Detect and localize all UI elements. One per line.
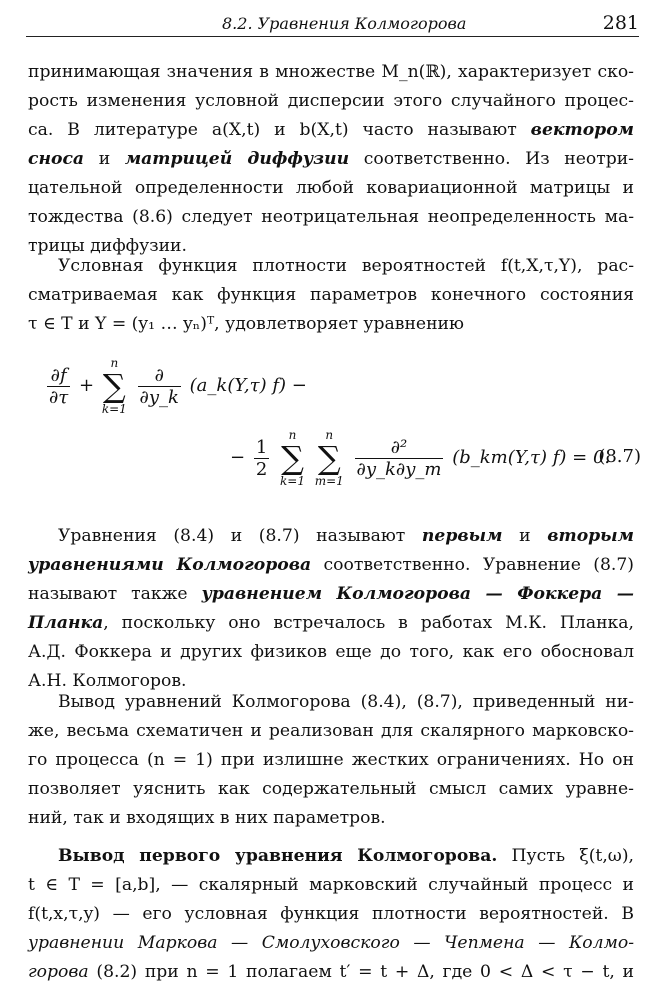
term-drift: сноса [28, 149, 85, 169]
fraction-d-dyk: $\frac{\partial}{\partial y\_k}$ [139, 364, 179, 408]
text-line: Вывод уравнений Колмогорова (8.4), (8.7), приведенный ни- [58, 692, 634, 712]
term-second: вторым [547, 526, 635, 546]
term-first: первым [421, 526, 503, 546]
text-line: f(t,x,τ,y) — его условная функция плотности вероятностей. В [28, 904, 634, 924]
fraction-df-dtau: $\frac{\partial f}{\partial\tau}$ [49, 364, 69, 408]
text-line: позволяет уяснить как содержательный смысл самих уравне- [28, 779, 634, 799]
paragraph-4 [28, 688, 634, 833]
text-line: Вывод первого уравнения Колмогорова. Пусть ξ(t,ω), [58, 846, 634, 866]
paragraph-1 [28, 58, 634, 261]
fraction-d2-dykdym: $\frac{\text{∂²}}{\partial y\_k\partial y\_m}$ [356, 436, 442, 480]
text-line: уравнениями Колмогорова соответственно. Уравнение (8.7) [28, 555, 635, 575]
page-number: 281 [602, 12, 639, 34]
text-line: са. В литературе a(X,t) и b(X,t) часто называют вектором [28, 120, 634, 140]
text-line: цательной определенности любой ковариационной матрицы и [28, 178, 634, 198]
text-line: сматриваемая как функция параметров конечного состояния [28, 285, 634, 305]
paragraph-3 [28, 522, 634, 696]
text-line: τ ∈ T и Y = (y₁ … yₙ)ᵀ, удовлетворяет уравнению [28, 314, 464, 334]
text-line: рость изменения условной дисперсии этого случайного процес- [28, 91, 634, 111]
text-line: ний, так и входящих в них параметров. [28, 808, 386, 828]
text-line: t ∈ T = [a,b], — скалярный марковский случайный процесс и [28, 875, 634, 895]
term-planck: Планка [28, 613, 104, 633]
paragraph-2 [28, 252, 634, 339]
term-kfp-equation: уравнением Колмогорова — Фоккера — [201, 584, 634, 604]
term-drift-vector: вектором [530, 120, 634, 140]
text-line: го процесса (n = 1) при излишне жестких ограничениях. Но он [28, 750, 634, 770]
text-line: тождества (8.6) следует неотрицательная неопределенность ма- [28, 207, 634, 227]
drift-term: (a_k(Y,τ) f) − [189, 375, 307, 396]
fraction-one-half: $\frac{1}{2}$ [255, 436, 268, 480]
book-page: 8.2. Уравнения Колмогорова 281 принимающая значения в множестве M_n(ℝ), характеризует ско- рость изменения условной дисперсии этого случайного процес- са. В литературе a(X,t) и b(X,t) часто называют вектором сноса и матрицей диффузии соответственно. Из неотри- цательной определенности любой ковариационной матрицы и тождества (8.6) следует неотрицательная неопределенность ма- трицы диффузии. Условная функция плотности вероятностей f(t,X,τ,Y), рас- сматриваемая как функция параметров конечного состояния τ ∈ T и Y = (y₁ … yₙ)ᵀ, удовлетворяет уравнению $\frac{\partial f}{\partial\tau}$ + n ∑ k=1 $\frac{\partial}{\partial y\_k}$ (a_k(Y,τ) f) − − $\frac{1}{2}$ n ∑ k=1 n ∑ m=1 $\frac{\text{∂²}}{\partial y\_k\partial y\_m}$ (b_km(Y,τ) f) = 0. (8.7) Уравнения (8.4) и (8.7) называют первым и вторым уравнениями Колмогорова соответственно. Уравнение (8.7) называют также уравнением Колмогорова — Фоккера — Планка, поскольку оно встречалось в работах М.К. Планка, А.Д. Фоккера и других физиков еще до того, как его обосновал А.Н. Колмогоров. Вывод уравнений Колмогорова (8.4), (8.7), приведенный ни- же, весьма схематичен и реализован для скалярного марковско- го процесса (n = 1) при излишне жестких ограничениях. Но он позволяет уяснить как содержательный смысл самих уравне- ний, так и входящих в них параметров. Вывод первого уравнения Колмогорова. Пусть ξ(t,ω), t ∈ T = [a,b], — скалярный марковский случайный процесс и f(t,x,τ,y) — его условная функция плотности вероятностей. В уравнении Маркова — Смолуховского — Чепмена — Колмо- горова (8.2) при n = 1 полагаем t′ = t + Δ, где 0 < Δ < τ − t, и [0, 0, 661, 1000]
text-line: Планка, поскольку оно встречалось в работах М.К. Планка, [28, 613, 634, 633]
sum-k: n ∑ k=1 [101, 356, 127, 416]
text-line: Уравнения (8.4) и (8.7) называют первым и вторым [58, 526, 635, 546]
diffusion-term: (b_km(Y,τ) f) = 0. [452, 447, 611, 468]
text-line: Условная функция плотности вероятностей f(t,X,τ,Y), рас- [58, 256, 634, 276]
paragraph-5 [28, 842, 634, 987]
term-kolmogorov-equations: уравнениями Колмогорова [28, 555, 312, 575]
text-line: принимающая значения в множестве M_n(ℝ), характеризует ско- [28, 62, 634, 82]
section-title: 8.2. Уравнения Колмогорова [222, 14, 467, 33]
text-line: же, весьма схематичен и реализован для скалярного марковско- [28, 721, 634, 741]
equation-number: (8.7) [598, 446, 641, 467]
text-line: трицы диффузии. [28, 236, 187, 256]
sum-m: n ∑ m=1 [314, 428, 344, 488]
sum-k: n ∑ k=1 [280, 428, 305, 488]
running-header [26, 10, 639, 37]
text-line: А.Н. Колмогоров. [28, 671, 187, 691]
text-line: уравнении Маркова — Смолуховского — Чепмена — Колмо- [28, 933, 634, 953]
text-line: называют также уравнением Колмогорова — Фоккера — [28, 584, 634, 604]
text-line: А.Д. Фоккера и других физиков еще до того, как его обосновал [28, 642, 634, 662]
text-line: горова (8.2) при n = 1 полагаем t′ = t + Δ, где 0 < Δ < τ − t, и [28, 962, 635, 982]
text-line: сноса и матрицей диффузии соответственно. Из неотри- [28, 149, 634, 169]
term-diffusion-matrix: матрицей диффузии [124, 149, 350, 169]
subsection-heading: Вывод первого уравнения Колмогорова. [58, 846, 498, 866]
